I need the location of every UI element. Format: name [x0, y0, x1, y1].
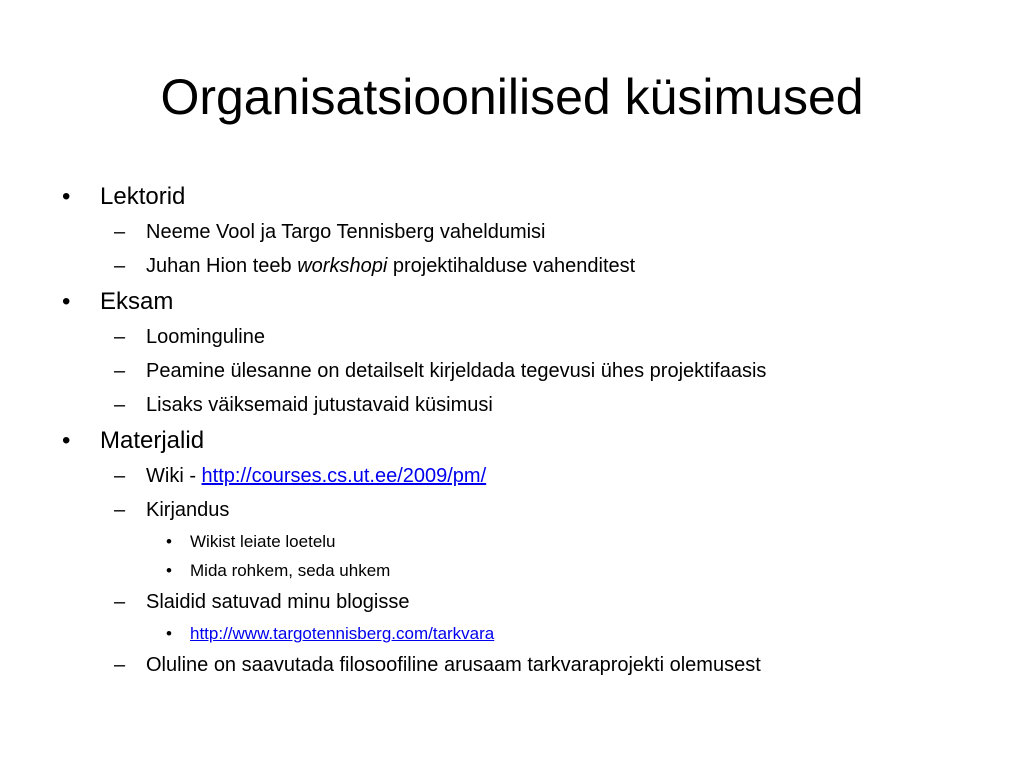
sub-item: [60, 459, 1000, 493]
list-item-eksam: [60, 283, 1000, 320]
item-label: Materjalid: [100, 427, 205, 454]
dash-icon: –: [114, 591, 126, 613]
bullet-icon: •: [166, 532, 172, 551]
sub-item: [60, 648, 1000, 682]
list-item-materjalid: [60, 422, 1000, 459]
dash-icon: –: [114, 499, 126, 521]
sub-item: [60, 354, 1000, 388]
item-label: Neeme Vool ja Targo Tennisberg vaheldumisi: [146, 221, 546, 243]
sub-sub-item: [60, 527, 1000, 556]
sub-item: [60, 585, 1000, 619]
item-label: Lisaks väiksemaid jutustavaid küsimusi: [146, 394, 493, 416]
item-label-post: projektihalduse vahenditest: [387, 255, 636, 277]
item-label: Eksam: [100, 288, 174, 315]
item-label-pre: Wiki -: [146, 465, 202, 487]
item-label: Kirjandus: [146, 499, 230, 521]
item-label-pre: Juhan Hion teeb: [146, 255, 298, 277]
item-label: Wikist leiate loetelu: [190, 532, 336, 551]
blog-link[interactable]: http://www.targotennisberg.com/tarkvara: [190, 624, 495, 643]
dash-icon: –: [114, 326, 126, 348]
item-label-emphasis: workshopi: [297, 255, 388, 277]
dash-icon: –: [114, 465, 126, 487]
sub-sub-item: [60, 619, 1000, 648]
slide-title: Organisatsioonilised küsimused: [160, 69, 864, 125]
item-label: Peamine ülesanne on detailselt kirjeldada tegevusi ühes projektifaasis: [146, 360, 767, 382]
sub-item: [60, 215, 1000, 249]
bullet-icon: •: [62, 183, 71, 210]
dash-icon: –: [114, 394, 126, 416]
bullet-icon: •: [166, 624, 172, 643]
sub-item: [60, 249, 1000, 283]
wiki-link[interactable]: http://courses.cs.ut.ee/2009/pm/: [201, 465, 487, 487]
dash-icon: –: [114, 221, 126, 243]
bullet-icon: •: [62, 288, 71, 315]
bullet-icon: •: [62, 427, 71, 454]
dash-icon: –: [114, 654, 126, 676]
sub-item: [60, 320, 1000, 354]
sub-item: [60, 493, 1000, 527]
item-label: Oluline on saavutada filosoofiline arusaam tarkvaraprojekti olemusest: [146, 654, 761, 676]
item-label: Mida rohkem, seda uhkem: [190, 561, 391, 580]
item-label: Slaidid satuvad minu blogisse: [146, 591, 410, 613]
sub-sub-item: [60, 556, 1000, 585]
bullet-list: [60, 178, 1000, 682]
bullet-icon: •: [166, 561, 172, 580]
dash-icon: –: [114, 360, 126, 382]
item-label: Loominguline: [146, 326, 265, 348]
item-label: Lektorid: [100, 183, 186, 210]
sub-item: [60, 388, 1000, 422]
list-item-lektorid: [60, 178, 1000, 215]
dash-icon: –: [114, 255, 126, 277]
